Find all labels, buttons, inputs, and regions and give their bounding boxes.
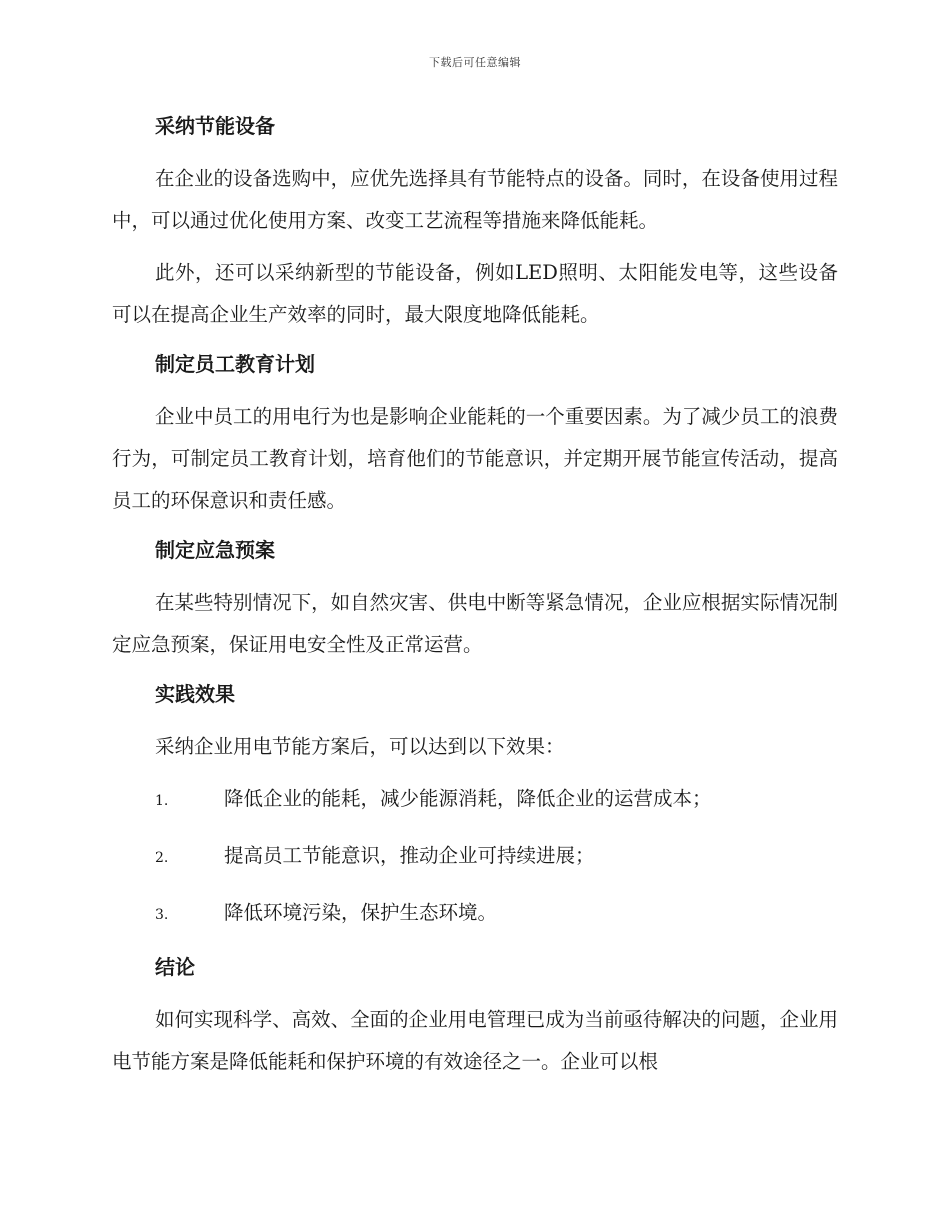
section-heading-emergency-plan: 制定应急预案 <box>155 538 275 562</box>
section-heading-practical-effects: 实践效果 <box>155 682 235 706</box>
section-heading-employee-education: 制定员工教育计划 <box>155 352 315 376</box>
list-number: 2. <box>155 850 169 866</box>
section-heading-conclusion: 结论 <box>155 955 195 979</box>
list-item <box>112 778 838 822</box>
list-item <box>112 835 838 879</box>
document-body <box>112 108 838 1093</box>
section-heading-energy-saving-equipment: 采纳节能设备 <box>155 114 275 138</box>
list-number: 1. <box>155 793 169 809</box>
paragraph: 采纳企业用电节能方案后，可以达到以下效果： <box>155 735 565 758</box>
paragraph: 如何实现科学、高效、全面的企业用电管理已成为当前亟待解决的问题，企业用电节能方案是降低能耗和保护环境的有效途径之一。企业可以根 <box>112 1008 838 1073</box>
list-text: 提高员工节能意识，推动企业可持续进展； <box>224 844 595 867</box>
paragraph: 此外，还可以采纳新型的节能设备，例如LED照明、太阳能发电等，这些设备可以在提高企业生产效率的同时，最大限度地降低能耗。 <box>112 261 838 326</box>
list-text: 降低环境污染，保护生态环境。 <box>224 901 498 924</box>
page-header-note: 下载后可任意编辑 <box>429 56 521 69</box>
paragraph: 在某些特别情况下，如自然灾害、供电中断等紧急情况，企业应根据实际情况制定应急预案，保证用电安全性及正常运营。 <box>112 591 838 656</box>
list-item <box>112 892 838 936</box>
paragraph: 在企业的设备选购中，应优先选择具有节能特点的设备。同时，在设备使用过程中，可以通过优化使用方案、改变工艺流程等措施来降低能耗。 <box>112 167 838 232</box>
paragraph: 企业中员工的用电行为也是影响企业能耗的一个重要因素。为了减少员工的浪费行为，可制定员工教育计划，培育他们的节能意识，并定期开展节能宣传活动，提高员工的环保意识和责任感。 <box>112 405 838 512</box>
list-number: 3. <box>155 907 169 923</box>
list-text: 降低企业的能耗，减少能源消耗，降低企业的运营成本； <box>224 787 712 810</box>
